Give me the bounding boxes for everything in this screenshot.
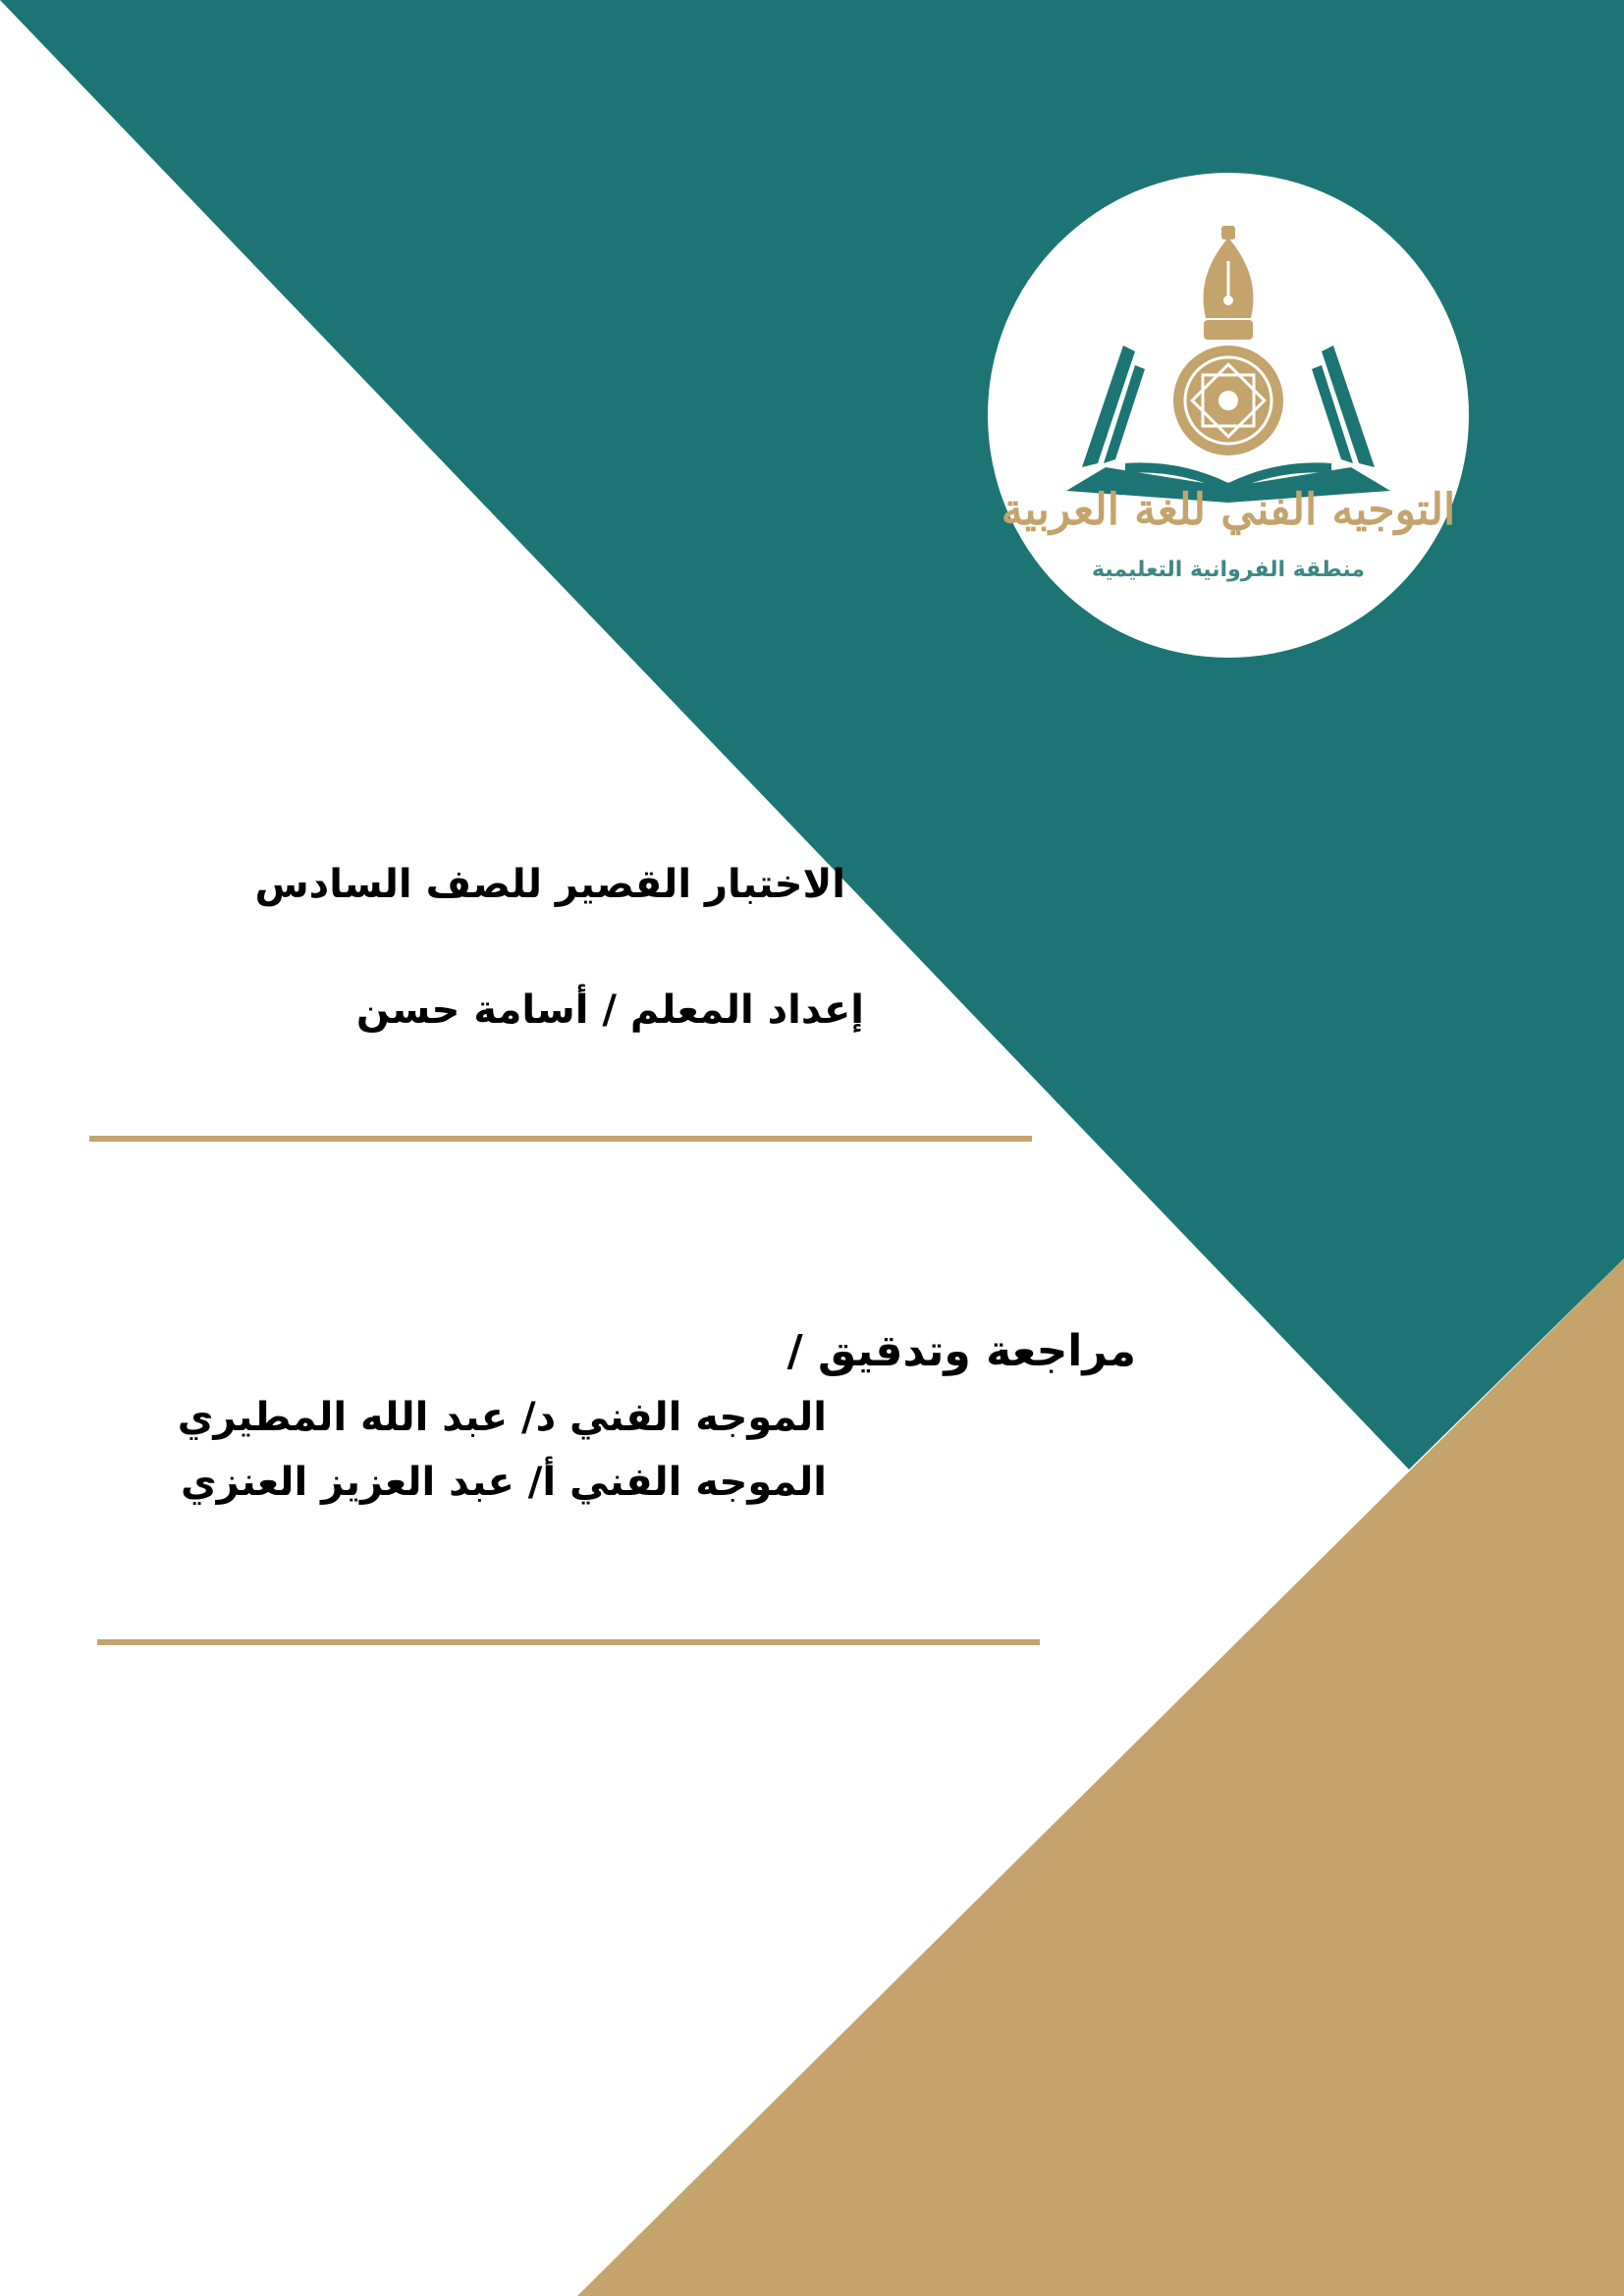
divider-top bbox=[89, 1136, 1032, 1142]
reviewer-1: الموجه الفني د/ عبد الله المطيري bbox=[177, 1395, 827, 1440]
logo-title: التوجيه الفني للغة العربية bbox=[1001, 485, 1456, 535]
pen-nib-icon bbox=[1204, 226, 1254, 340]
logo-emblem bbox=[988, 173, 1469, 658]
logo-circle bbox=[988, 173, 1469, 658]
star-medallion-icon bbox=[1173, 346, 1283, 455]
review-heading: مراجعة وتدقيق / bbox=[786, 1326, 1136, 1376]
reviewer-2: الموجه الفني أ/ عبد العزيز العنزي bbox=[180, 1460, 827, 1505]
logo-subtitle: منطقة الفروانية التعليمية bbox=[1092, 558, 1365, 582]
quiz-title: الاختبار القصير للصف السادس bbox=[254, 862, 845, 907]
prepared-by: إعداد المعلم / أسامة حسن bbox=[355, 988, 864, 1033]
divider-bottom bbox=[97, 1639, 1040, 1645]
